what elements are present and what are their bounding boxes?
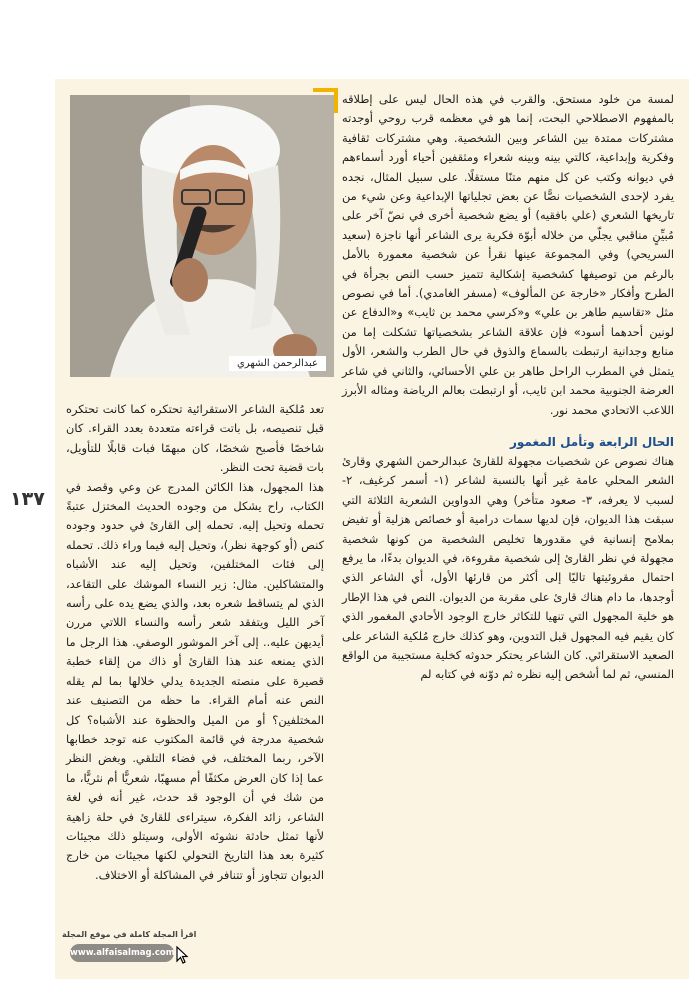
right-paragraph-2: هناك نصوص عن شخصيات مجهولة للقارئ عبدالرحمن الشهري وقارئ الشعر المحلي عامة غير أنها بالنسبة لشاعر (١- أسمر كرغيف، ٢- لسبب لا يعرفه، ٣- صعود متأخر) وهي الدواوين الشعرية الثلاثة التي سبقت هذا الديوان، فإن لديها سمات درامية أو خصائص هزلية أو تفيض بملامح إنسانية في مقدورها تخليص الشخصية من كونها شخصية مجهولة في نظر القارئ إلى شخصية مقروءة، في الديوان بدءًا، ما يرفع احتمال مقروئيتها تاليًا إلى أكثر من قارئها الأول، أي الشاعر الذي أوجدها، ما دام هناك قارئ على مقربة من الديوان. النص في هذا الإطار هو خلية المجهول التي تنهيا للتكاثر خارج الوجود الأحادي المغمور الذي كان يقيم فيه المجهول قبل التدوين، وهو كذلك خارج مُلكية الشاعر على الصعيد الاستقرائي. كان الشاعر يحتكر حدوثه كخلية مستجيبة من الواقع المنسي، ثم لما أشخص إليه نظره ثم دوّنه في كتابه لم [342, 453, 674, 682]
footer-note: اقرأ المجلة كاملة في موقع المجلة [62, 930, 197, 939]
left-paragraph-1: تعد مُلكية الشاعر الاستقرائية تحتكره كما كانت تحتكره قبل تنصيصه، بل باتت قراءته متعددة بعدد القراء. كان شاخصًا فأصبح شخصًا، كان مبهمًا فبات قابلًا للتأويل، بات قضية تحت النظر. [66, 402, 324, 475]
page-number: ١٣٧ [10, 488, 45, 510]
left-text-column [66, 400, 324, 885]
mouse-cursor-icon [176, 946, 190, 968]
section-heading: الحال الرابعة وتأمل المغمور [510, 434, 674, 449]
website-link[interactable]: www.alfaisalmag.com [70, 944, 174, 962]
right-text-column [342, 90, 674, 685]
left-paragraph-2: هذا المجهول، هذا الكائن المدرج عن وعي وقصد في الكتاب، راح يشكل من وجوده الحديث المختزل عتبةً تحمله وتحيل إليه. تحمله إلى القارئ في حدود وجوده كنص (أو كوجهة نظر)، وتحيل إليه فيما وراء ذلك. تحمله إلى فئات المختلفين، وتحيل إليه عند الأشباه والمتشاكلين. مثال: زير النساء الموشك على التقاعد، الذي لم يتساقط شعره بعد، والذي يضع يده على رأسه آخر الليل ويتفقد شعر رأسه والنساء اللاتي مررن أيديهن عليه.. إلى آخر الموشور الوصفي. هذا الرجل ما الذي يمنعه عند هذا القارئ أو ذاك من إلقاء خطبة قصيرة على منصته الجديدة يدلي خلالها بما لم يقله النص عنه أمام القراء. ما حظه من التصنيف عند المختلفين؟ أو من الميل والحظوة عند الأشباه؟ كل شخصية مدرجة في قائمة المكتوب عنه توجد خطابها الآخر، ربما المختلف، في فضاء التلقي. وبغض النظر عما إذا كان العرض مكثفًا أم مسهبًا، شعريًّا أم نثريًّا، ما من شك في أن الوجود قد حدث، غير أنه في لغة الشاعر، زائد الفكرة، سيتراءى للقارئ في حلة زاهية لأنها تمثل حادثة نشوئه الأولى، وسيتلو ذلك مجيئات كثيرة بعد هذا التاريخ التحولي لكنها مجيئات من خارج الديوان تتجاوز أو تتنافر في المشاكلة أو الاختلاف. [66, 479, 324, 882]
portrait-illustration [70, 95, 334, 377]
right-paragraph-1: لمسة من خلود مستحق. والقرب في هذه الحال ليس على إطلاقه بالمفهوم الاصطلاحي البحت، إنما هو في معظمه قرب روحي أوجدته مشتركات ممتدة بين الشاعر وبين الشخصية. وهي مشتركات ثقافية وفكرية وإبداعية، كالتي بينه وبينه شعراء ومثقفين أحياء أورد أسماءهم في ديوانه وكتب عن كل منهم متنًا مستقلًا. على سبيل المثال، نجده يفرد لإحدى الشخصيات نصًّا عن بعض تجلياتها الإبداعية وعن شيء من تاريخها الشعري (علي بافقيه) أو يضع شخصية أخرى في نصّ آخر على مُبيِّنٍ مناقبي يجلّي من خلاله أبوّة فكرية يرى الشاعر أنها ناجزة (سعيد السريحي) وفي المجموعة عينها نقرأ عن شخصية معمورة بالأمل بالرغم من توصيفها كشخصية إشكالية تتميز حسب النص بجرأة في الطرح وأفكار «خارجة عن المألوف» (مسفر الغامدي). أما في نصوص مثل «تقاسيم طاهر بن علي» و«كرسي محمد بن ثايب» و«الدفاع عن لونين أحدهما أسود» فإن علاقة الشاعر بشخصياتها تشكلت إما من منابع وجدانية ارتبطت بالسماع والذوق في حال الطرب والشعر، الأول يتمثل في المطرب الراحل طاهر بن علي الأحسائي، والثاني في شاعر العرضة الجنوبية محمد ابن ثايب، أو ارتبطت بعالم الرياضة ومثاله الأبرز اللاعب الاتحادي محمد نور. [342, 92, 674, 417]
photo-accent-corner [313, 88, 338, 113]
photo-caption: عبدالرحمن الشهري [229, 356, 326, 371]
author-photo [70, 95, 334, 377]
